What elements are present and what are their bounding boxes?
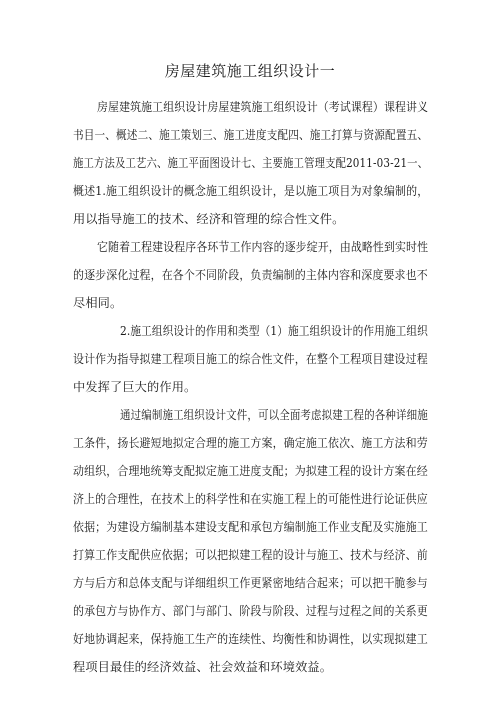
- paragraph-4-line-6: 打算工作支配供应依据；可以把拟建工程的设计与施工、技术与经济、前: [73, 548, 428, 562]
- paragraph-4-line-1: 通过编制施工组织设计文件，可以全面考虑拟建工程的各种详细施: [120, 408, 428, 422]
- paragraph-4-line-10: 程项目最佳的经济效益、社会效益和环境效益。: [73, 660, 333, 674]
- paragraph-2-line-1: 它随着工程建设程序各环节工作内容的逐步绽开，由战略性到实时性: [97, 240, 429, 254]
- paragraph-3-line-1: 2.施工组织设计的作用和类型（1）施工组织设计的作用施工组织: [120, 324, 428, 338]
- paragraph-4-line-8: 的承包方与协作方、部门与部门、阶段与阶段、过程与过程之间的关系更: [73, 604, 428, 618]
- paragraph-4-line-3: 动组织，合理地统筹支配拟定施工进度支配；为拟建工程的设计方案在经: [73, 464, 428, 478]
- paragraph-4-line-9: 好地协调起来，保持施工生产的连续性、均衡性和协调性，以实现拟建工: [73, 632, 428, 646]
- paragraph-1-line-1: 房屋建筑施工组织设计房屋建筑施工组织设计（考试课程）课程讲义: [97, 100, 429, 114]
- paragraph-4-line-5: 依据；为建设方编制基本建设支配和承包方编制施工作业支配及实施施工: [73, 520, 428, 534]
- paragraph-2-line-3: 尽相同。: [73, 296, 123, 310]
- document-title: 房屋建筑施工组织设计一: [164, 62, 336, 80]
- paragraph-4-line-7: 方与后方和总体支配与详细组织工作更紧密地结合起来；可以把干脆参与: [73, 576, 428, 590]
- paragraph-2-line-2: 的逐步深化过程，在各个不同阶段，负责编制的主体内容和深度要求也不: [73, 268, 428, 282]
- paragraph-1-line-2: 书目一、概述二、施工策划三、施工进度支配四、施工打算与资源配置五、: [73, 128, 429, 142]
- paragraph-3-line-3: 中发挥了巨大的作用。: [73, 380, 197, 394]
- paragraph-4-line-2: 工条件，扬长避短地拟定合理的施工方案，确定施工依次、施工方法和劳: [73, 436, 428, 450]
- paragraph-3-line-2: 设计作为指导拟建工程项目施工的综合性文件，在整个工程项目建设过程: [73, 352, 428, 366]
- paragraph-4-line-4: 济上的合理性，在技术上的科学性和在实施工程上的可能性进行论证供应: [73, 492, 428, 506]
- paragraph-1-line-5: 用以指导施工的技术、经济和管理的综合性文件。: [73, 212, 345, 226]
- paragraph-1-line-3: 施工方法及工艺六、施工平面图设计七、主要施工管理支配2011-03-21一、: [73, 156, 429, 170]
- paragraph-1-line-4: 概述1.施工组织设计的概念施工组织设计，是以施工项目为对象编制的，: [73, 184, 429, 198]
